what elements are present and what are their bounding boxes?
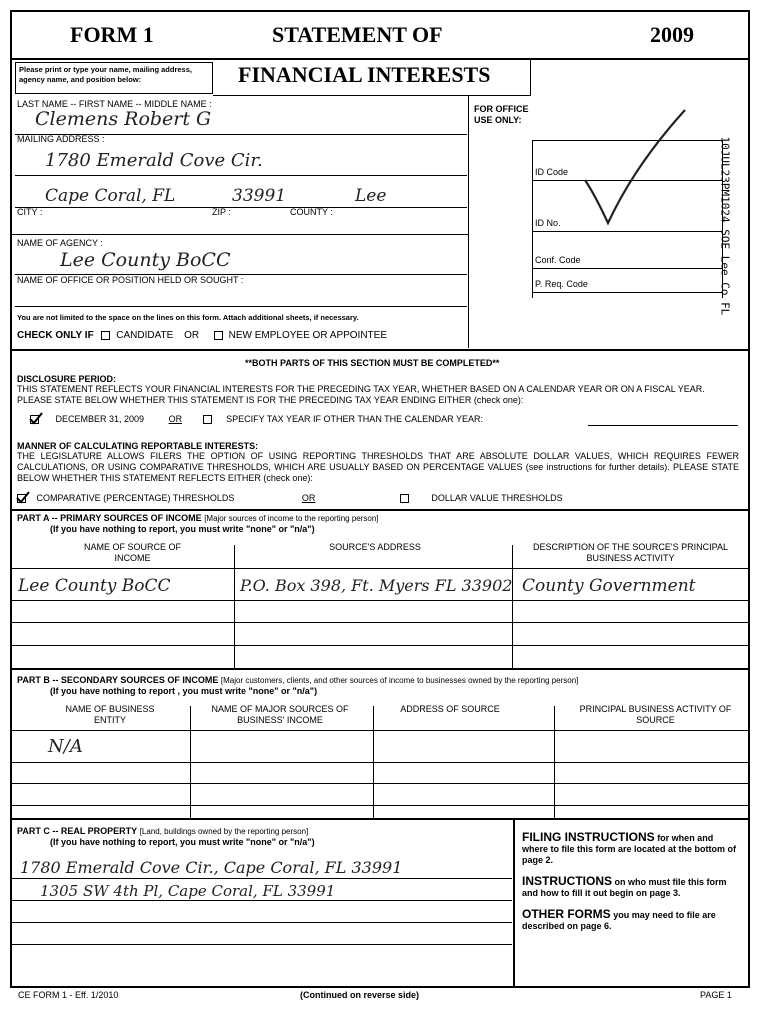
name-value[interactable]: Clemens Robert G bbox=[35, 108, 212, 130]
county-label: COUNTY : bbox=[290, 207, 333, 217]
dec31-checkbox[interactable] bbox=[30, 415, 39, 424]
city-line bbox=[15, 207, 467, 208]
id-code-label: ID Code bbox=[535, 167, 569, 177]
agency-divider bbox=[10, 234, 468, 235]
checked-icon bbox=[29, 412, 43, 426]
partB-title-row bbox=[17, 675, 578, 685]
instruct-box bbox=[15, 62, 213, 94]
partB-col-div2 bbox=[373, 706, 374, 818]
instr-head: INSTRUCTIONS bbox=[522, 874, 612, 888]
check-mark-icon bbox=[580, 105, 690, 230]
partB-col1-head: NAME OF BUSINESS ENTITY bbox=[65, 704, 155, 725]
instruct-text: Please print or type your name, mailing address, agency name, and position below: bbox=[19, 65, 192, 84]
candidate-label: CANDIDATE bbox=[116, 330, 174, 341]
partA-head-line bbox=[12, 568, 748, 569]
specify-label: SPECIFY TAX YEAR IF OTHER THAN THE CALENDAR YEAR: bbox=[226, 414, 484, 424]
p-req-line bbox=[532, 292, 722, 293]
partC-row4 bbox=[12, 944, 512, 945]
check-only-label: CHECK ONLY IF bbox=[17, 330, 94, 341]
partB-col-div3 bbox=[554, 706, 555, 818]
who-instructions bbox=[522, 876, 740, 899]
partC-sub: (If you have nothing to report, you must write "none" or "n/a") bbox=[50, 837, 315, 847]
partB-col3-head: ADDRESS OF SOURCE bbox=[400, 704, 500, 714]
manner-label: MANNER OF CALCULATING REPORTABLE INTERESTS: bbox=[17, 441, 259, 451]
partA-note: [Major sources of income to the reporting person] bbox=[204, 514, 379, 523]
partC-row3 bbox=[12, 922, 512, 923]
id-no-label: ID No. bbox=[535, 218, 561, 228]
mailing-value[interactable]: 1780 Emerald Cove Cir. bbox=[45, 150, 263, 171]
both-parts-note: **BOTH PARTS OF THIS SECTION MUST BE COMPLETED** bbox=[245, 358, 500, 368]
partB-col4-head: PRINCIPAL BUSINESS ACTIVITY OF SOURCE bbox=[579, 704, 732, 725]
conf-code-line bbox=[532, 268, 722, 269]
received-stamp: 10JUL23PM1024 SOE Lee Co FL bbox=[718, 136, 732, 316]
partB-r1-value[interactable]: N/A bbox=[48, 736, 83, 757]
partA-row1 bbox=[12, 600, 748, 601]
footer-right: PAGE 1 bbox=[700, 990, 732, 1000]
filing-tail: for when and where to file this form are located at the bottom of page 2. bbox=[522, 833, 737, 865]
period-choice-row bbox=[30, 414, 483, 424]
partA-sub: (If you have nothing to report, you must write "none" or "n/a") bbox=[50, 524, 315, 534]
partA-title-row bbox=[17, 513, 379, 523]
p-req-code-label: P. Req. Code bbox=[535, 279, 588, 289]
specify-checkbox[interactable] bbox=[203, 415, 212, 424]
new-employee-checkbox[interactable] bbox=[214, 331, 223, 340]
instr-tail: on who must file this form and how to fill it out begin on page 3. bbox=[522, 877, 727, 898]
manner-text: THE LEGISLATURE ALLOWS FILERS THE OPTION OF USING REPORTING THRESHOLDS THAT ARE ABSOLUTE DOLLAR VALUES, WHICH REQUIRES FEWER CALCULATIONS, OR USING COMPARATIVE THRESHOLDS, WHICH ARE USUALLY BASED ON PERCENTAGE VALUES (see instructions for further details). PLEASE STATE BELOW WHETHER THIS STATEMENT REFLECTS EITHER (check one): bbox=[17, 451, 739, 483]
partB-head-line bbox=[12, 730, 748, 731]
checked-icon bbox=[16, 491, 30, 505]
partA-col-div1 bbox=[234, 545, 235, 668]
period-or: OR bbox=[168, 414, 183, 424]
form-year: 2009 bbox=[650, 22, 694, 47]
partB-title: PART B -- SECONDARY SOURCES OF INCOME bbox=[17, 675, 219, 685]
footer-left: CE FORM 1 - Eff. 1/2010 bbox=[18, 990, 119, 1000]
partB-note: [Major customers, clients, and other sources of income to businesses owned by the reporting person] bbox=[220, 676, 579, 685]
office-line bbox=[15, 306, 467, 307]
partC-note: [Land, buildings owned by the reporting person] bbox=[139, 827, 309, 836]
partA-col-div2 bbox=[512, 545, 513, 668]
check-row bbox=[17, 330, 387, 341]
agency-label: NAME OF AGENCY : bbox=[17, 238, 103, 248]
partA-r1-name[interactable]: Lee County BoCC bbox=[18, 576, 171, 596]
partB-col-div1 bbox=[190, 706, 191, 818]
new-employee-label: NEW EMPLOYEE OR APPOINTEE bbox=[228, 330, 388, 341]
partC-top bbox=[10, 818, 750, 820]
partA-top bbox=[10, 509, 750, 511]
partC-r1[interactable]: 1780 Emerald Cove Cir., Cape Coral, FL 33991 bbox=[20, 858, 403, 877]
filing-head: FILING INSTRUCTIONS bbox=[522, 830, 655, 844]
office-box-left bbox=[532, 140, 533, 298]
partA-title: PART A -- PRIMARY SOURCES OF INCOME bbox=[17, 513, 202, 523]
partB-sub: (If you have nothing to report , you must write "none" or "n/a") bbox=[50, 686, 318, 696]
footer-center: (Continued on reverse side) bbox=[300, 990, 420, 1000]
zip-value[interactable]: 33991 bbox=[232, 186, 287, 206]
title-line1: STATEMENT OF bbox=[272, 22, 443, 47]
header-divider bbox=[10, 58, 750, 60]
mailing-label: MAILING ADDRESS : bbox=[17, 134, 105, 144]
partB-row3 bbox=[12, 805, 748, 806]
period-label: DISCLOSURE PERIOD: bbox=[17, 374, 117, 384]
name-label: LAST NAME -- FIRST NAME -- MIDDLE NAME : bbox=[17, 99, 212, 109]
partB-col2-head: NAME OF MAJOR SOURCES OF BUSINESS' INCOME bbox=[211, 704, 349, 725]
dollar-label: DOLLAR VALUE THRESHOLDS bbox=[431, 493, 563, 503]
mailing-line bbox=[15, 175, 467, 176]
partB-top bbox=[10, 668, 750, 670]
partA-col2-head: SOURCE'S ADDRESS bbox=[329, 542, 421, 552]
city-label: CITY : bbox=[17, 207, 43, 217]
partA-col1-head: NAME OF SOURCE OF INCOME bbox=[83, 542, 181, 563]
id-no-line bbox=[532, 231, 722, 232]
form-number: FORM 1 bbox=[70, 22, 154, 47]
comparative-label: COMPARATIVE (PERCENTAGE) THRESHOLDS bbox=[36, 493, 235, 503]
instructions-panel bbox=[522, 832, 740, 932]
filing-instructions bbox=[522, 832, 740, 866]
limit-note: You are not limited to the space on the lines on this form. Attach additional sheets, if necessary. bbox=[17, 313, 359, 322]
county-value[interactable]: Lee bbox=[355, 186, 387, 206]
office-label: NAME OF OFFICE OR POSITION HELD OR SOUGHT : bbox=[17, 275, 244, 285]
partA-col3-head: DESCRIPTION OF THE SOURCE'S PRINCIPAL BUSINESS ACTIVITY bbox=[533, 542, 728, 563]
disclosure-top bbox=[10, 349, 750, 351]
partC-row2 bbox=[12, 900, 512, 901]
manner-or: OR bbox=[301, 493, 316, 503]
other-head: OTHER FORMS bbox=[522, 907, 611, 921]
period-text: THIS STATEMENT REFLECTS YOUR FINANCIAL INTERESTS FOR THE PRECEDING TAX YEAR, WHETHER BASED ON A CALENDAR YEAR OR ON A FISCAL YEAR. PLEASE STATE BELOW WHETHER THIS STATEMENT IS FOR THE PRECEDING TAX YEAR ENDING EITHER (check one): bbox=[17, 384, 705, 405]
agency-value[interactable]: Lee County BoCC bbox=[60, 249, 231, 271]
title-box-bottom bbox=[213, 95, 531, 96]
partA-r1-addr[interactable]: P.O. Box 398, Ft. Myers FL 33902 bbox=[240, 576, 513, 595]
city-value[interactable]: Cape Coral, FL bbox=[45, 186, 176, 206]
partC-right-box bbox=[513, 818, 515, 986]
partC-title-row bbox=[17, 826, 308, 836]
conf-code-label: Conf. Code bbox=[535, 255, 581, 265]
title-box-left bbox=[530, 58, 531, 96]
partA-r1-desc[interactable]: County Government bbox=[522, 576, 696, 596]
partB-row1 bbox=[12, 762, 748, 763]
partA-row3 bbox=[12, 645, 748, 646]
dec31-label: DECEMBER 31, 2009 bbox=[55, 414, 145, 424]
partC-title: PART C -- REAL PROPERTY bbox=[17, 826, 138, 836]
partB-row2 bbox=[12, 783, 748, 784]
or-label: OR bbox=[184, 330, 200, 341]
other-tail: you may need to file are described on page 6. bbox=[522, 910, 716, 931]
dollar-checkbox[interactable] bbox=[400, 494, 409, 503]
partC-r2[interactable]: 1305 SW 4th Pl, Cape Coral, FL 33991 bbox=[40, 882, 336, 900]
office-use-label: FOR OFFICE USE ONLY: bbox=[474, 104, 529, 125]
partC-row1 bbox=[12, 878, 512, 879]
partA-row2 bbox=[12, 622, 748, 623]
specify-line bbox=[588, 425, 738, 426]
comparative-checkbox[interactable] bbox=[17, 494, 26, 503]
other-forms bbox=[522, 909, 740, 932]
office-col-divider bbox=[468, 96, 469, 348]
zip-label: ZIP : bbox=[212, 207, 231, 217]
title-line2: FINANCIAL INTERESTS bbox=[238, 62, 491, 87]
manner-choice-row bbox=[17, 493, 563, 503]
candidate-checkbox[interactable] bbox=[101, 331, 110, 340]
